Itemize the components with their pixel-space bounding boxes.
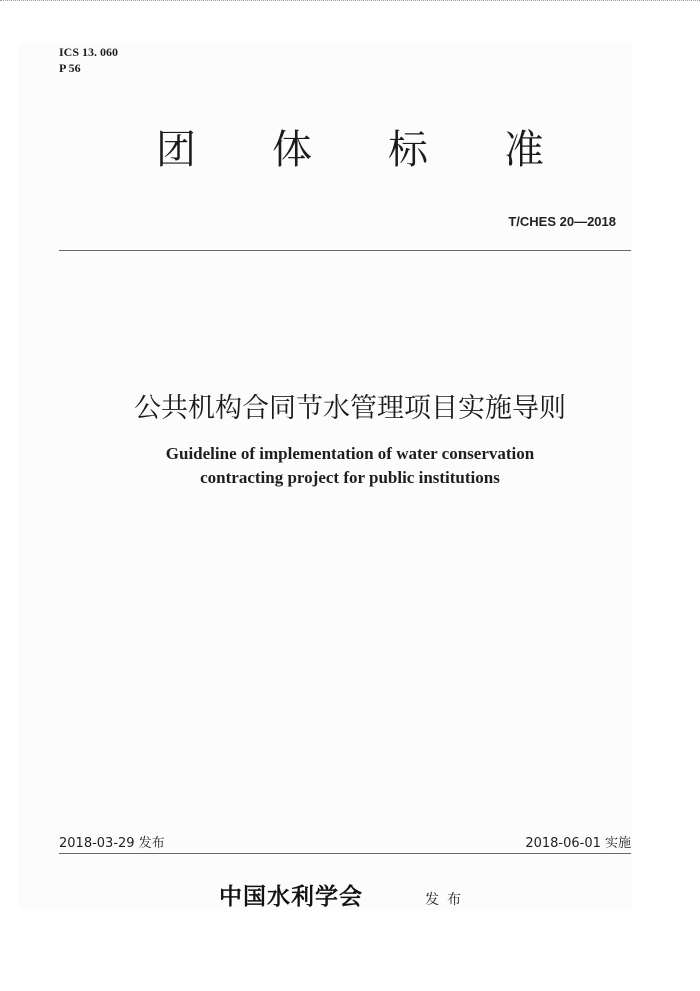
standard-number: T/CHES 20—2018 [508,214,616,229]
english-title-line: Guideline of implementation of water conservation [165,444,535,463]
ccs-code: P 56 [59,61,81,75]
publish-label: 发布 [425,892,469,908]
english-title-line: contracting project for public institutions [200,468,500,487]
standard-type-char: 团 [156,126,196,173]
top-dotted-border [0,0,700,1]
classification-codes [59,44,118,76]
standard-type-heading [150,116,550,176]
standard-type-char: 准 [504,126,544,173]
publisher-name: 中国水利学会 [219,883,363,910]
standard-type-char: 标 [388,126,428,173]
footer-divider [59,853,631,854]
document-title-chinese: 公共机构合同节水管理项目实施导则 [134,393,566,424]
ics-code: ICS 13. 060 [59,45,119,59]
header-divider [59,250,631,251]
document-title-english [0,442,700,490]
implementation-date: 2018-06-01 实施 [525,836,631,851]
issue-date: 2018-03-29 发布 [59,836,165,851]
standard-type-char: 体 [272,126,312,173]
